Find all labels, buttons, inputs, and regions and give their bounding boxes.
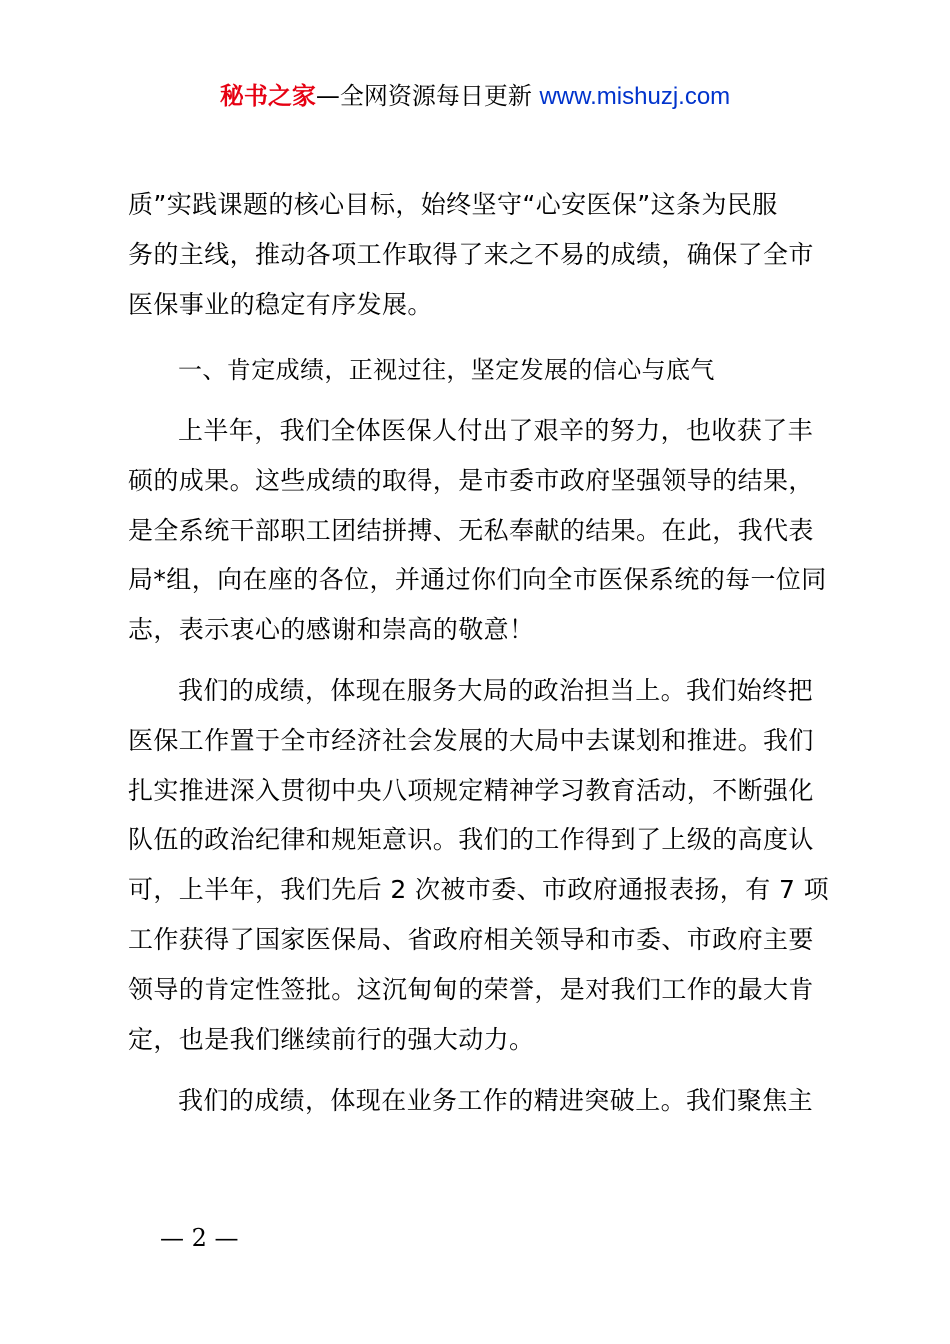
text-line: 医保事业的稳定有序发展。 bbox=[128, 289, 433, 319]
paragraph-3 bbox=[128, 666, 834, 1064]
text-line: 是全系统干部职工团结拼搏、无私奉献的结果。在此，我代表 bbox=[128, 515, 814, 545]
page-number: — 2 — bbox=[160, 1224, 239, 1252]
site-banner bbox=[0, 80, 950, 113]
text-line: 可，上半年，我们先后 2 次被市委、市政府通报表扬，有 7 项 bbox=[128, 875, 830, 905]
section-heading bbox=[128, 346, 834, 396]
text-line: 领导的肯定性签批。这沉甸甸的荣誉，是对我们工作的最大肯 bbox=[128, 974, 814, 1004]
banner-url[interactable]: www.mishuzj.com bbox=[539, 83, 731, 110]
banner-brand: 秘书之家 bbox=[219, 82, 316, 110]
paragraph-1 bbox=[128, 180, 834, 329]
text-line: 上半年，我们全体医保人付出了艰辛的努力，也收获了丰 bbox=[178, 416, 814, 445]
text-line: 我们的成绩，体现在服务大局的政治担当上。我们始终把 bbox=[178, 676, 814, 705]
text-line: 务的主线，推动各项工作取得了来之不易的成绩，确保了全市 bbox=[128, 239, 814, 269]
text-line: 志，表示衷心的感谢和崇高的敬意！ bbox=[128, 615, 535, 645]
text-line: 局*组，向在座的各位，并通过你们向全市医保系统的每一位同 bbox=[128, 565, 827, 595]
text-line: 队伍的政治纪律和规矩意识。我们的工作得到了上级的高度认 bbox=[128, 825, 814, 855]
text-line: 定，也是我们继续前行的强大动力。 bbox=[128, 1024, 535, 1054]
text-line: 硕的成果。这些成绩的取得，是市委市政府坚强领导的结果， bbox=[128, 465, 814, 495]
text-line: 我们的成绩，体现在业务工作的精进突破上。我们聚焦主 bbox=[178, 1086, 814, 1115]
banner-slogan: —全网资源每日更新 bbox=[315, 82, 532, 110]
paragraph-4 bbox=[128, 1076, 834, 1126]
text-line: 质”实践课题的核心目标，始终坚守“心安医保”这条为民服 bbox=[128, 190, 778, 219]
text-line: 扎实推进深入贯彻中央八项规定精神学习教育活动，不断强化 bbox=[128, 775, 814, 805]
text-line: 医保工作置于全市经济社会发展的大局中去谋划和推进。我们 bbox=[128, 725, 814, 755]
paragraph-2 bbox=[128, 406, 834, 655]
text-line: 工作获得了国家医保局、省政府相关领导和市委、市政府主要 bbox=[128, 924, 814, 954]
section-heading-text: 一、肯定成绩，正视过往，坚定发展的信心与底气 bbox=[178, 356, 715, 384]
